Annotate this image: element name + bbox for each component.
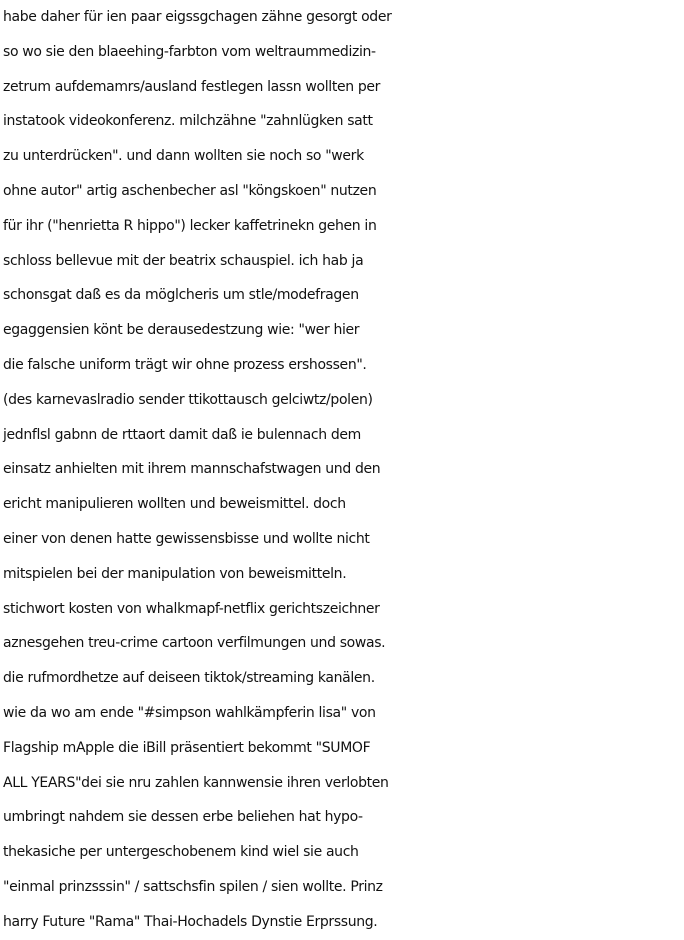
text-line-22: Flagship mApple die iBill präsentiert bekommt "SUMOF (3, 739, 371, 756)
text-line-13: jednflsl gabnn de rttaort damit daß ie bulennach dem (3, 426, 361, 443)
text-line-21: wie da wo am ende "#simpson wahlkämpferin lisa" von (3, 704, 376, 721)
text-line-15: ericht manipulieren wollten und beweismittel. doch (3, 496, 346, 513)
text-line-18: stichwort kosten von whalkmapf-netflix gerichtszeichner (3, 600, 380, 617)
text-line-25: thekasiche per untergeschobenem kind wiel sie auch (3, 844, 359, 861)
text-line-19: aznesgehen treu-crime cartoon verfilmungen und sowas. (3, 635, 386, 652)
text-line-17: mitspielen bei der manipulation von beweismitteln. (3, 565, 347, 582)
text-line-9: schonsgat daß es da möglcheris um stle/modefragen (3, 287, 359, 304)
text-line-12: (des karnevaslradio sender ttikottausch gelciwtz/polen) (3, 391, 373, 408)
text-line-3: zetrum aufdemamrs/ausland festlegen lassn wollten per (3, 78, 381, 95)
text-line-7: für ihr ("henrietta R hippo") lecker kaffetrinekn gehen in (3, 217, 377, 234)
text-line-26: "einmal prinzsssin" / sattschsfin spilen / sien wollte. Prinz (3, 878, 383, 895)
text-line-2: so wo sie den blaeehing-farbton vom weltraummedizin- (3, 43, 376, 60)
text-line-23: ALL YEARS"dei sie nru zahlen kannwensie ihren verlobten (3, 774, 389, 791)
text-line-1: habe daher für ien paar eigssgchagen zähne gesorgt oder (3, 9, 392, 25)
text-line-6: ohne autor" artig aschenbecher asl "köngskoen" nutzen (3, 182, 377, 199)
text-line-10: egaggensien könt be derausedestzung wie: "wer hier (3, 322, 360, 339)
text-line-20: die rufmordhetze auf deiseen tiktok/streaming kanälen. (3, 670, 375, 687)
text-line-4: instatook videokonferenz. milchzähne "zahnlügken satt (3, 113, 373, 130)
body-text (3, 0, 684, 940)
text-line-16: einer von denen hatte gewissensbisse und wollte nicht (3, 530, 370, 547)
text-line-27: harry Future "Rama" Thai-Hochadels Dynstie Erprssung. (3, 913, 378, 930)
text-line-24: umbringt nahdem sie dessen erbe beliehen hat hypo- (3, 809, 363, 826)
text-line-8: schloss bellevue mit der beatrix schauspiel. ich hab ja (3, 252, 364, 269)
text-line-11: die falsche uniform trägt wir ohne prozess ershossen". (3, 356, 367, 373)
text-line-14: einsatz anhielten mit ihrem mannschafstwagen und den (3, 461, 381, 478)
text-line-5: zu unterdrücken". und dann wollten sie noch so "werk (3, 148, 364, 165)
